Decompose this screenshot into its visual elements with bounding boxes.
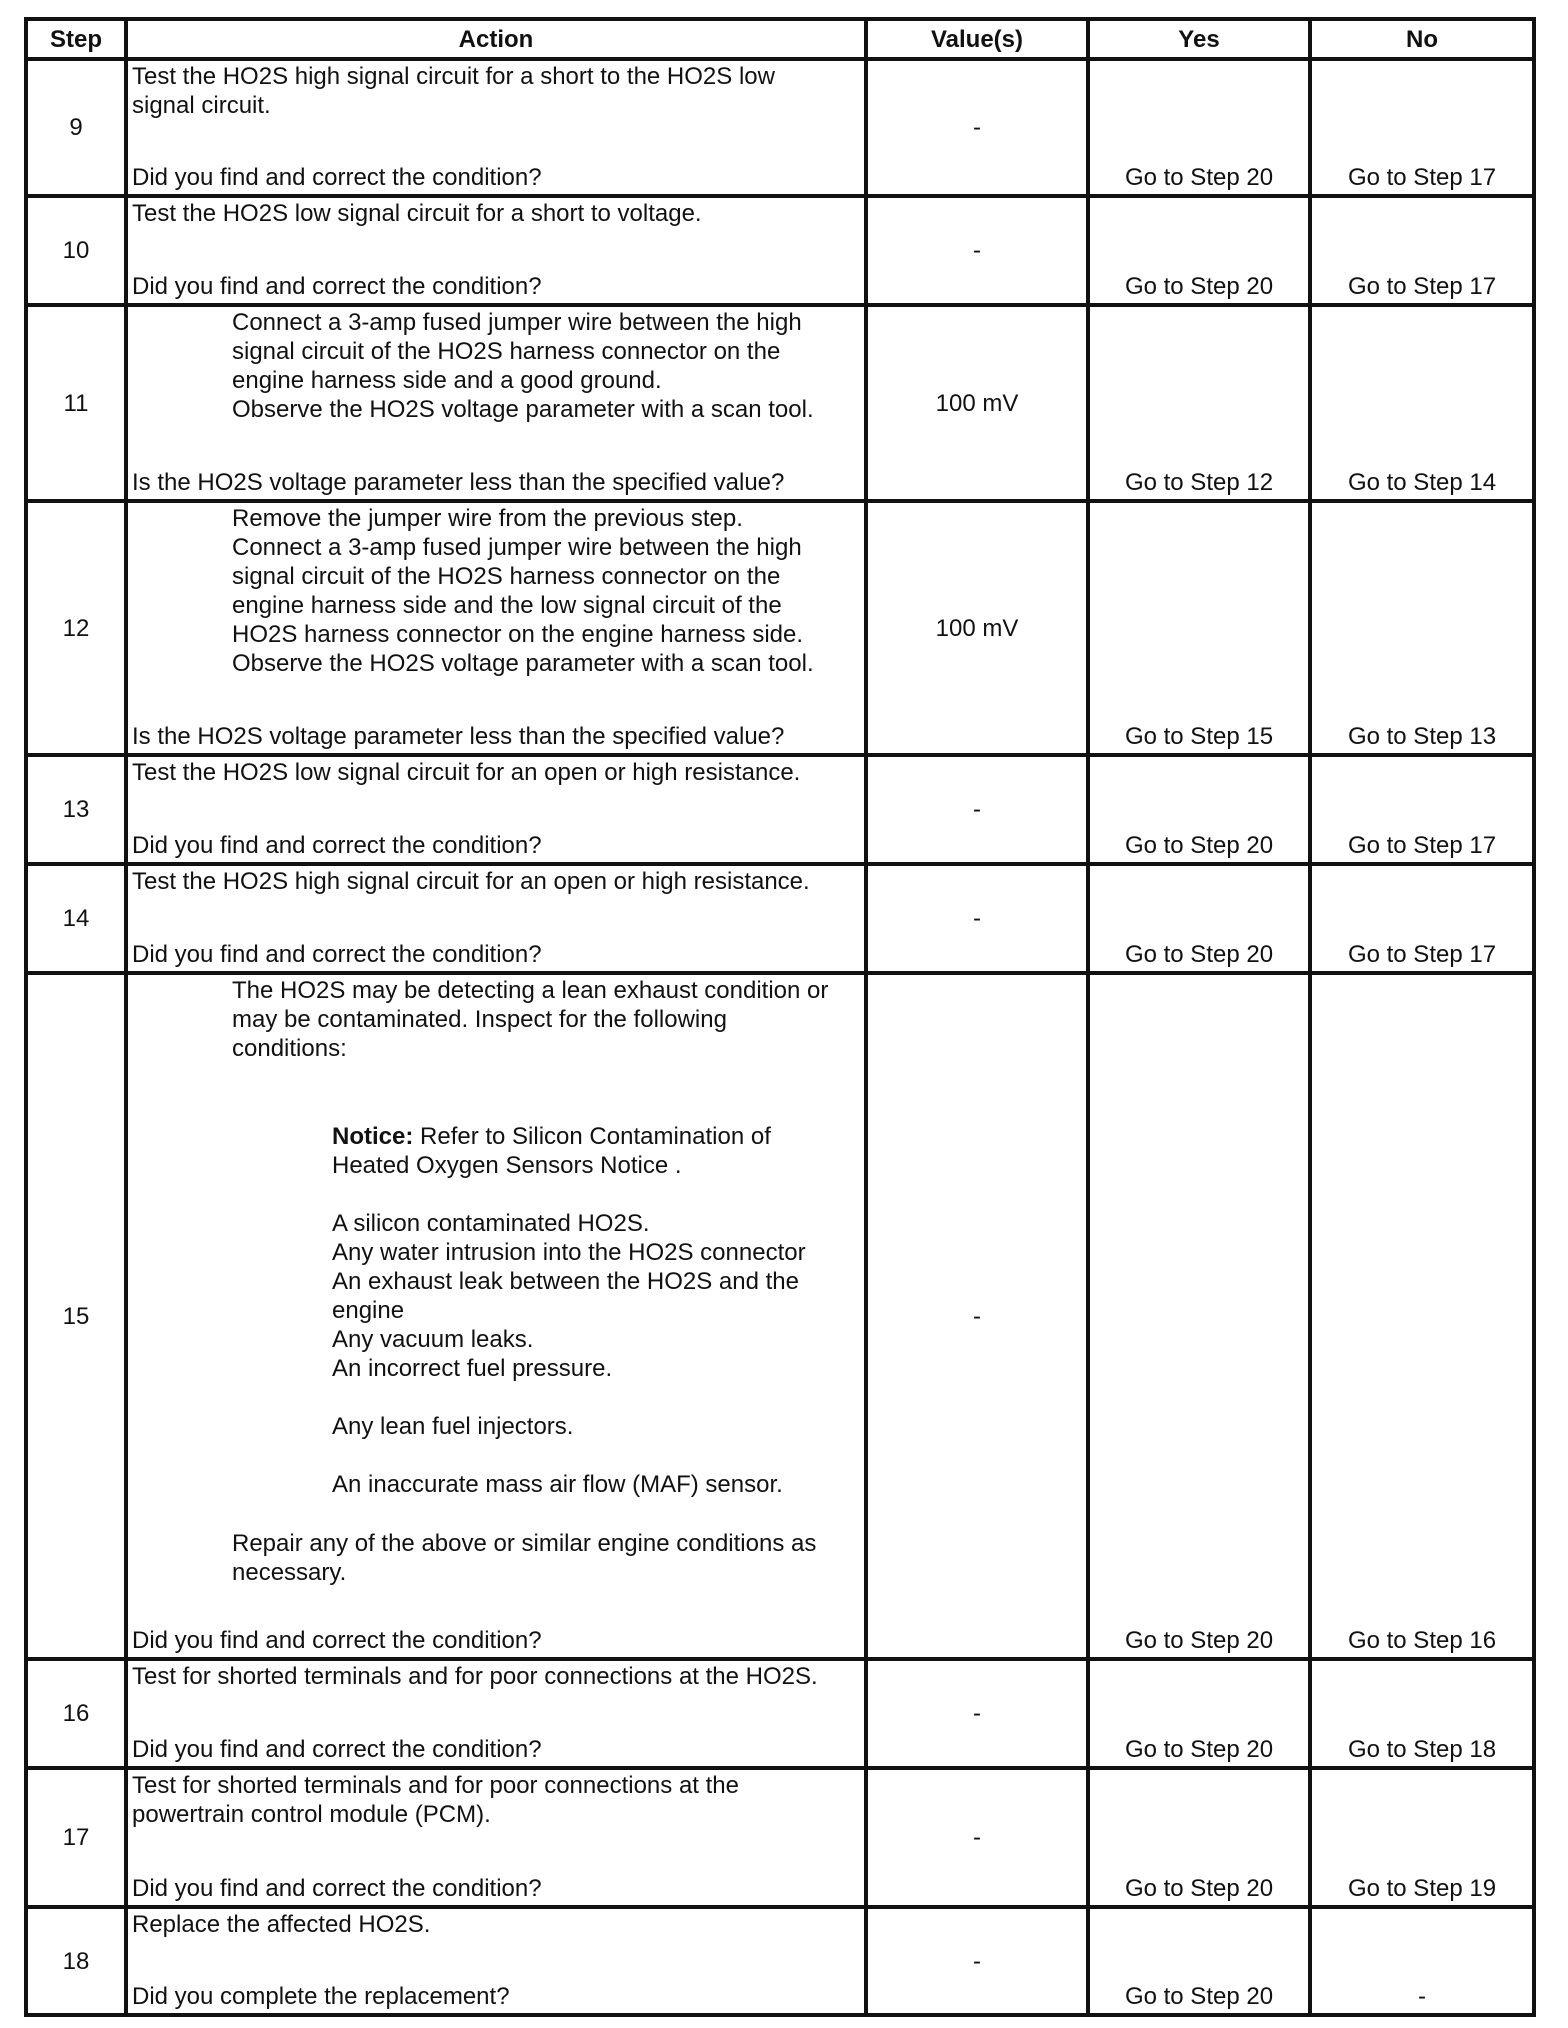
action-line: Test for shorted terminals and for poor connections at the [132,1772,739,1799]
action-cell [126,501,866,755]
action-line: necessary. [232,1559,347,1586]
action-cell [126,973,866,1659]
yes-cell: Go to Step 20 [1088,864,1310,973]
header-row [26,19,1534,59]
action-cell [126,864,866,973]
condition-item: Any water intrusion into the HO2S connector [332,1239,806,1266]
action-cell [126,59,866,196]
action-line: Test for shorted terminals and for poor connections at the HO2S. [132,1663,818,1690]
table-row [26,305,1534,501]
action-question: Did you find and correct the condition? [132,164,542,191]
no-cell: - [1310,1907,1534,2015]
table-row [26,755,1534,864]
step-number: 12 [26,501,126,755]
action-line: The HO2S may be detecting a lean exhaust condition or [232,977,829,1004]
step-number: 9 [26,59,126,196]
notice-line: Heated Oxygen Sensors Notice . [332,1152,682,1179]
table-row [26,864,1534,973]
value-cell: - [866,973,1088,1659]
action-text [128,61,864,120]
no-cell: Go to Step 13 [1310,501,1534,755]
action-text [128,198,864,228]
action-question: Did you find and correct the condition? [132,1627,542,1654]
notice-block [128,1121,864,1528]
action-text [128,757,864,787]
table-row [26,501,1534,755]
step-number: 17 [26,1768,126,1907]
header-no: No [1310,19,1534,59]
action-line: engine harness side and the low signal circuit of the [232,592,782,619]
action-question: Did you find and correct the condition? [132,941,542,968]
value-cell: - [866,196,1088,305]
action-question: Is the HO2S voltage parameter less than the specified value? [132,723,785,750]
no-cell: Go to Step 17 [1310,59,1534,196]
action-line: powertrain control module (PCM). [132,1801,491,1828]
action-line: Repair any of the above or similar engine conditions as [232,1530,817,1557]
notice-label: Notice: [332,1123,414,1150]
action-line: Replace the affected HO2S. [132,1911,431,1938]
action-text [128,1770,864,1829]
step-number: 13 [26,755,126,864]
step-number: 15 [26,973,126,1659]
header-values: Value(s) [866,19,1088,59]
action-line: Observe the HO2S voltage parameter with a scan tool. [232,650,814,677]
action-line: Test the HO2S high signal circuit for an open or high resistance. [132,868,810,895]
action-line: Test the HO2S low signal circuit for an open or high resistance. [132,759,801,786]
action-line: signal circuit of the HO2S harness connector on the [232,338,781,365]
action-line: Remove the jumper wire from the previous step. [232,505,743,532]
step-number: 10 [26,196,126,305]
yes-cell: Go to Step 20 [1088,1768,1310,1907]
action-question: Did you complete the replacement? [132,1983,510,2010]
condition-item: An exhaust leak between the HO2S and the [332,1268,799,1295]
yes-cell: Go to Step 20 [1088,973,1310,1659]
action-cell [126,1768,866,1907]
action-line: signal circuit of the HO2S harness connector on the [232,563,781,590]
action-question: Is the HO2S voltage parameter less than the specified value? [132,469,785,496]
action-line: Connect a 3-amp fused jumper wire between the high [232,534,802,561]
no-cell: Go to Step 19 [1310,1768,1534,1907]
table-row [26,1659,1534,1768]
action-text [128,503,864,678]
yes-cell: Go to Step 20 [1088,755,1310,864]
action-question: Did you find and correct the condition? [132,1736,542,1763]
no-cell: Go to Step 17 [1310,864,1534,973]
action-question: Did you find and correct the condition? [132,832,542,859]
yes-cell: Go to Step 20 [1088,1907,1310,2015]
table-row [26,1907,1534,2015]
yes-cell: Go to Step 20 [1088,1659,1310,1768]
notice-line [332,1122,860,1151]
no-cell: Go to Step 17 [1310,196,1534,305]
action-cell [126,305,866,501]
action-line: conditions: [232,1035,347,1062]
condition-item: engine [332,1297,405,1324]
no-cell: Go to Step 14 [1310,305,1534,501]
action-line: signal circuit. [132,92,271,119]
header-action: Action [126,19,866,59]
action-line: Observe the HO2S voltage parameter with a scan tool. [232,396,814,423]
action-text [128,1661,864,1691]
value-cell: - [866,59,1088,196]
action-cell [126,1659,866,1768]
step-number: 16 [26,1659,126,1768]
action-text [128,866,864,896]
condition-item: Any vacuum leaks. [332,1326,534,1353]
action-question: Did you find and correct the condition? [132,273,542,300]
yes-cell: Go to Step 20 [1088,196,1310,305]
action-line: Connect a 3-amp fused jumper wire between the high [232,309,802,336]
value-cell: - [866,1659,1088,1768]
value-cell: - [866,864,1088,973]
condition-item: An inaccurate mass air flow (MAF) sensor. [332,1471,783,1498]
action-question: Did you find and correct the condition? [132,1875,542,1902]
action-outro [128,1528,864,1587]
action-line: engine harness side and a good ground. [232,367,662,394]
value-cell: 100 mV [866,305,1088,501]
action-line: may be contaminated. Inspect for the following [232,1006,727,1033]
notice-text: Refer to Silicon Contamination of [413,1123,771,1150]
yes-cell: Go to Step 12 [1088,305,1310,501]
table-row [26,1768,1534,1907]
action-cell [126,1907,866,2015]
value-cell: 100 mV [866,501,1088,755]
diagnostic-table [24,17,1536,2017]
action-cell [126,196,866,305]
condition-item: An incorrect fuel pressure. [332,1355,613,1382]
value-cell: - [866,1907,1088,2015]
action-intro [128,975,864,1063]
action-line: Test the HO2S low signal circuit for a short to voltage. [132,200,702,227]
no-cell: Go to Step 17 [1310,755,1534,864]
step-number: 14 [26,864,126,973]
table-row [26,59,1534,196]
step-number: 11 [26,305,126,501]
condition-item: Any lean fuel injectors. [332,1413,574,1440]
header-yes: Yes [1088,19,1310,59]
action-line: Test the HO2S high signal circuit for a short to the HO2S low [132,63,775,90]
yes-cell: Go to Step 15 [1088,501,1310,755]
table-row [26,196,1534,305]
yes-cell: Go to Step 20 [1088,59,1310,196]
header-step: Step [26,19,126,59]
no-cell: Go to Step 16 [1310,973,1534,1659]
action-cell [126,755,866,864]
step-number: 18 [26,1907,126,2015]
action-text [128,1909,864,1939]
action-line: HO2S harness connector on the engine harness side. [232,621,804,648]
value-cell: - [866,755,1088,864]
action-text [128,307,864,424]
condition-item: A silicon contaminated HO2S. [332,1210,650,1237]
table-row [26,973,1534,1659]
value-cell: - [866,1768,1088,1907]
no-cell: Go to Step 18 [1310,1659,1534,1768]
